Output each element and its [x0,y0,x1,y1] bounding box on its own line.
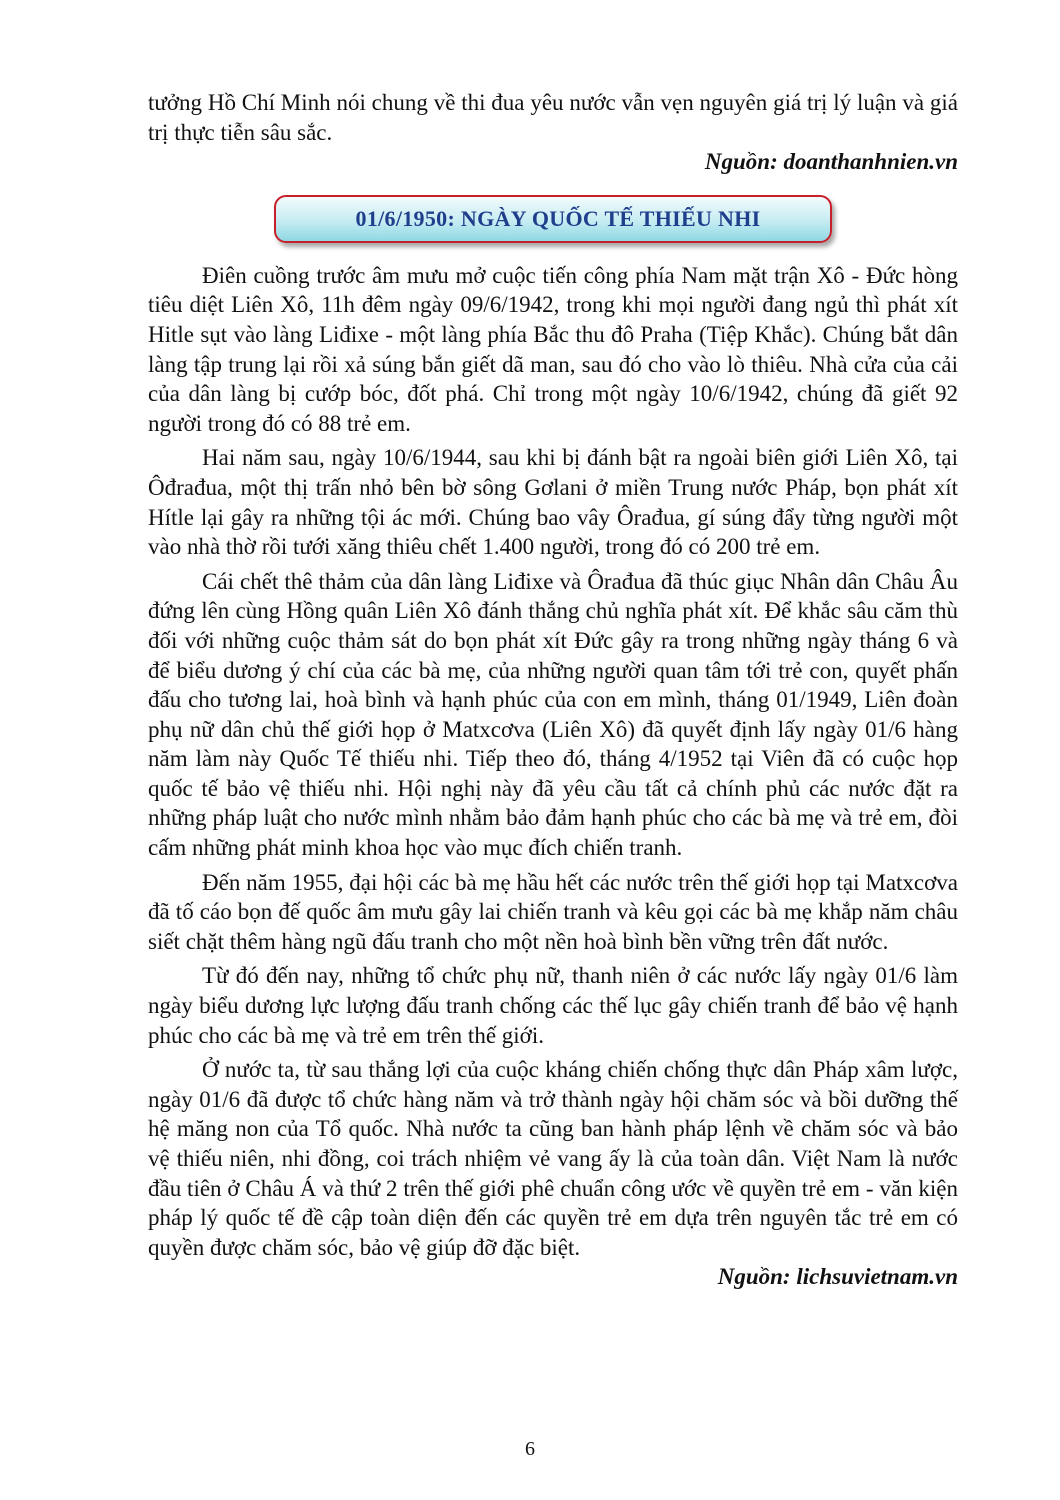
intro-source: Nguồn: doanthanhnien.vn [704,149,958,175]
document-page [148,88,958,1292]
article-paragraph-1: Điên cuồng trước âm mưu mở cuộc tiến công phía Nam mặt trận Xô - Đức hòng tiêu diệt Liên Xô, 11h đêm ngày 09/6/1942, trong khi mọi người đang ngủ thì phát xít Hitle sụt vào làng Liđixe - một làng phía Bắc thu đô Praha (Tiệp Khắc). Chúng bắt dân làng tập trung lại rồi xả súng bắn giết dã man, sau đó cho vào lò thiêu. Nhà cửa của cải của dân làng bị cướp bóc, đốt phá. Chỉ trong một ngày 10/6/1942, chúng đã giết 92 người trong đó có 88 trẻ em. [148,262,958,436]
section-title: 01/6/1950: NGÀY QUỐC TẾ THIẾU NHI [355,205,761,231]
section-title-banner-wrap [148,195,958,243]
section-title-banner [274,195,832,243]
article-paragraph-4: Đến năm 1955, đại hội các bà mẹ hầu hết các nước trên thế giới họp tại Matxcơva đã tố cáo bọn đế quốc âm mưu gây lai chiến tranh và kêu gọi các bà mẹ khắp năm châu siết chặt thêm hàng ngũ đấu tranh cho một nền hoà bình bền vững trên đất nước. [148,869,958,954]
article-paragraph-6: Ở nước ta, từ sau thắng lợi của cuộc kháng chiến chống thực dân Pháp xâm lược, ngày 01/6 đã được tổ chức hàng năm và trở thành ngày hội chăm sóc và bồi dưỡng thế hệ măng non của Tổ quốc. Nhà nước ta cũng ban hành pháp lệnh về chăm sóc và bảo vệ thiếu niên, nhi đồng, coi trách nhiệm vẻ vang ấy là của toàn dân. Việt Nam là nước đầu tiên ở Châu Á và thứ 2 trên thế giới phê chuẩn công ước về quyền trẻ em - văn kiện pháp lý quốc tế đề cập toàn diện đến các quyền trẻ em dựa trên nguyên tắc trẻ em có quyền được chăm sóc, bảo vệ giúp đỡ đặc biệt. [148,1057,958,1260]
article-paragraph-3: Cái chết thê thảm của dân làng Liđixe và Ôrađua đã thúc giục Nhân dân Châu Âu đứng lên cùng Hồng quân Liên Xô đánh thắng chủ nghĩa phát xít. Để khắc sâu căm thù đối với những cuộc thảm sát do bọn phát xít Đức gây ra trong những ngày tháng 6 và để biểu dương ý chí của các bà mẹ, của những người quan tâm tới trẻ con, quyết phấn đấu cho tương lai, hoà bình và hạnh phúc của con em mình, tháng 01/1949, Liên đoàn phụ nữ dân chủ thế giới họp ở Matxcơva (Liên Xô) đã quyết định lấy ngày 01/6 hàng năm làm này Quốc Tế thiếu nhi. Tiếp theo đó, tháng 4/1952 tại Viên đã có cuộc họp quốc tế bảo vệ thiếu nhi. Hội nghị này đã yêu cầu tất cả chính phủ các nước đặt ra những pháp luật cho nước mình nhằm bảo đảm hạnh phúc cho các bà mẹ và trẻ em, đòi cấm những phát minh khoa học vào mục đích chiến tranh. [148,568,958,861]
article-paragraph-2: Hai năm sau, ngày 10/6/1944, sau khi bị đánh bật ra ngoài biên giới Liên Xô, tại Ôđrađua, một thị trấn nhỏ bên bờ sông Gơlani ở miền Trung nước Pháp, bọn phát xít Hítle lại gây ra những tội ác mới. Chúng bao vây Ôrađua, gí súng đẩy từng người một vào nhà thờ rồi tưới xăng thiêu chết 1.400 người, trong đó có 200 trẻ em. [148,445,958,560]
article-source: Nguồn: lichsuvietnam.vn [717,1264,958,1290]
intro-paragraph: tưởng Hồ Chí Minh nói chung về thi đua yêu nước vẫn vẹn nguyên giá trị lý luận và giá trị thực tiễn sâu sắc. [148,90,958,145]
page-number: 6 [525,1438,535,1460]
article-paragraph-5: Từ đó đến nay, những tổ chức phụ nữ, thanh niên ở các nước lấy ngày 01/6 làm ngày biểu dương lực lượng đấu tranh chống các thế lục gây chiến tranh để bảo vệ hạnh phúc cho các bà mẹ và trẻ em trên thế giới. [148,963,958,1048]
